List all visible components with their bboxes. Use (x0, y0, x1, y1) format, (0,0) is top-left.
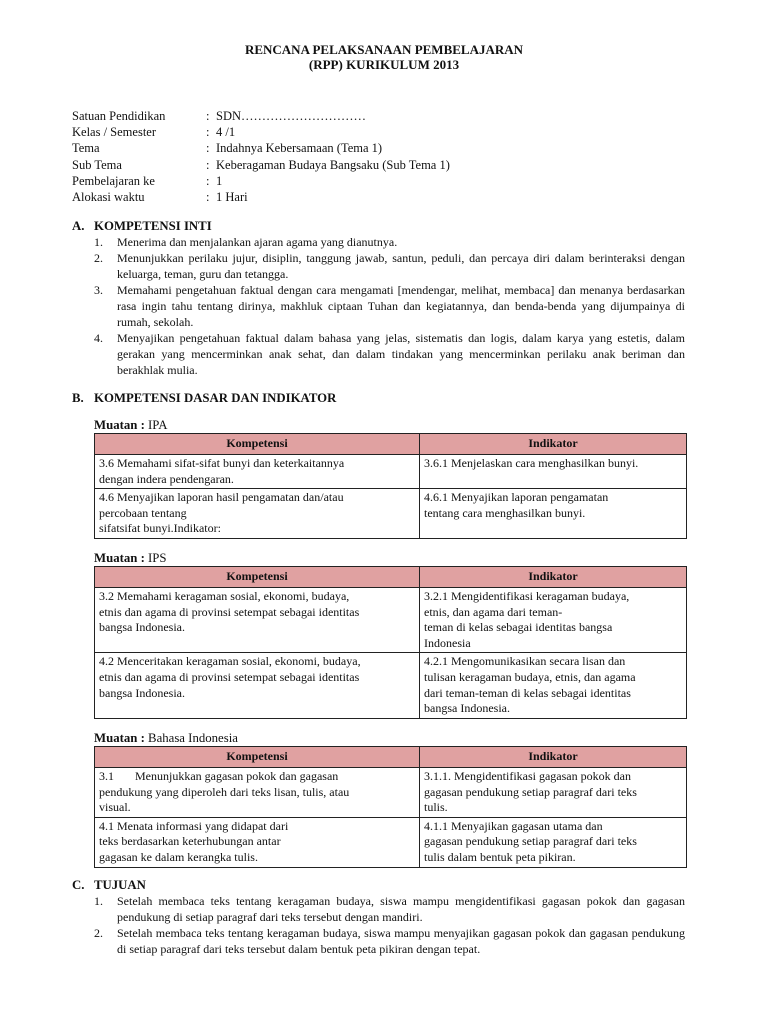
list-text: Memahami pengetahuan faktual dengan cara mengamati [mendengar, melihat, membaca] dan menanya berdasarkan rasa ingin tahu tentang dirinya, makhluk ciptaan Tuhan dan kegiatannya, dan benda-benda yang dijumpainya di rumah, sekolah. (117, 283, 685, 329)
cell-line: 3.2.1 Mengidentifikasi keragaman budaya, (424, 589, 630, 603)
cell-line: dengan indera pendengaran. (99, 471, 234, 486)
list-text: Menunjukkan perilaku jujur, disiplin, tanggung jawab, santun, peduli, dan percaya diri dalam berinteraksi dengan keluarga, teman, guru dan tetangga. (117, 251, 685, 281)
identity-label: Sub Tema (72, 157, 122, 172)
identity-label: Pembelajaran ke (72, 173, 155, 188)
cell-line: etnis dan agama di provinsi setempat sebagai identitas (99, 604, 360, 619)
identity-label: Kelas / Semester (72, 125, 157, 140)
cell-line: bangsa Indonesia. (424, 701, 510, 716)
kompetensi-cell (95, 489, 420, 539)
table-row (95, 489, 687, 539)
cell-line: gagasan ke dalam kerangka tulis. (99, 849, 258, 864)
kompetensi-cell (95, 653, 420, 718)
section-title: KOMPETENSI DASAR DAN INDIKATOR (94, 391, 337, 405)
identity-label: Tema (72, 141, 100, 156)
muatan-subject: Bahasa Indonesia (148, 731, 238, 745)
header-kompetensi: Kompetensi (95, 567, 420, 588)
identity-value: 1 Hari (216, 190, 248, 205)
muatan-bindo-label (94, 731, 238, 746)
list-number: 3. (94, 283, 103, 297)
cell-line: bangsa Indonesia. (99, 620, 185, 635)
title-line-2: (RPP) KURIKULUM 2013 (308, 57, 460, 72)
list-text: Menerima dan menjalankan ajaran agama yang dianutnya. (117, 235, 398, 249)
kompetensi-cell (95, 817, 420, 867)
identity-row (72, 189, 450, 205)
list-item (94, 925, 685, 957)
cell-line: etnis, dan agama dari teman- (424, 604, 563, 619)
section-letter: A. (72, 219, 85, 233)
cell-line: etnis dan agama di provinsi setempat sebagai identitas (99, 669, 360, 684)
cell-line: visual. (99, 800, 131, 815)
section-a-heading (72, 219, 212, 234)
muatan-subject: IPS (148, 551, 167, 565)
document-title (0, 42, 768, 72)
identity-row (72, 140, 450, 156)
muatan-ips-label (94, 551, 167, 566)
identity-colon: : (206, 109, 210, 123)
list-item (94, 893, 685, 925)
header-indikator: Indikator (420, 747, 687, 768)
identity-table (72, 108, 450, 205)
cell-line: 4.1.1 Menyajikan gagasan utama dan (424, 818, 603, 833)
muatan-prefix: Muatan : (94, 731, 149, 745)
cell-line: bangsa Indonesia. (99, 685, 185, 700)
cell-line: teks berdasarkan keterhubungan antar (99, 834, 281, 849)
identity-colon: : (206, 173, 210, 188)
cell-line: teman di kelas sebagai identitas bangsa (424, 620, 613, 635)
cell-line: tulis dalam bentuk peta pikiran. (424, 849, 576, 864)
cell-line: 3.6 Memahami sifat-sifat bunyi dan keterkaitannya (99, 456, 345, 470)
title-line-1: RENCANA PELAKSANAAN PEMBELAJARAN (244, 42, 524, 57)
muatan-subject: IPA (148, 418, 168, 432)
ips-table (94, 566, 687, 719)
kompetensi-cell (95, 768, 420, 818)
cell-line: 4.6 Menyajikan laporan hasil pengamatan dan/atau (99, 490, 344, 505)
section-b-heading (72, 391, 336, 406)
cell-line: 3.2 Memahami keragaman sosial, ekonomi, budaya, (99, 589, 350, 603)
header-kompetensi: Kompetensi (95, 434, 420, 455)
kompetensi-cell (95, 588, 420, 653)
header-kompetensi: Kompetensi (95, 747, 420, 768)
list-number: 1. (94, 235, 103, 249)
muatan-prefix: Muatan : (94, 551, 149, 565)
list-text: Menyajikan pengetahuan faktual dalam bahasa yang jelas, sistematis dan logis, dalam karya yang estetis, dalam gerakan yang mencerminkan anak sehat, dan dalam tindakan yang mencerminkan perilaku anak beriman dan berakhlak mulia. (117, 331, 685, 377)
cell-line: 4.2.1 Mengomunikasikan secara lisan dan (424, 654, 626, 669)
table-row (95, 455, 687, 489)
cell-line: 4.6.1 Menyajikan laporan pengamatan (424, 490, 609, 505)
section-title: TUJUAN (94, 878, 146, 892)
cell-line: 3.1.1. Mengidentifikasi gagasan pokok dan (424, 769, 631, 783)
list-number: 1. (94, 894, 103, 908)
cell-line: tulis. (424, 800, 448, 815)
identity-value: 4 /1 (216, 125, 236, 140)
section-c-heading (72, 878, 146, 893)
header-indikator: Indikator (420, 434, 687, 455)
muatan-ipa-label (94, 418, 167, 433)
list-item (94, 282, 685, 330)
cell-line: 3.1 Menunjukkan gagasan pokok dan gagasan (99, 769, 339, 783)
indikator-cell (420, 588, 687, 653)
identity-row (72, 157, 450, 173)
identity-colon: : (206, 125, 210, 140)
indikator-cell (420, 817, 687, 867)
list-text: Setelah membaca teks tentang keragaman budaya, siswa mampu mengidentifikasi gagasan pokok dan gagasan pendukung di setiap paragraf dari teks tersebut dengan mandiri. (117, 894, 685, 924)
section-letter: B. (72, 391, 84, 405)
cell-line: dari teman-teman di kelas sebagai identitas (424, 685, 631, 700)
identity-row (72, 124, 450, 140)
identity-label: Alokasi waktu (72, 190, 145, 205)
identity-row (72, 108, 450, 124)
list-item (94, 250, 685, 282)
list-text: Setelah membaca teks tentang keragaman budaya, siswa mampu menyajikan gagasan pokok dan gagasan pendukung di setiap paragraf dari teks tersebut dalam bentuk peta pikiran dengan tepat. (117, 926, 685, 956)
list-number: 4. (94, 331, 103, 345)
tujuan-list (94, 893, 685, 957)
list-item (94, 234, 685, 250)
cell-line: sifatsifat bunyi.Indikator: (99, 521, 221, 536)
header-indikator: Indikator (420, 567, 687, 588)
identity-value: Keberagaman Budaya Bangsaku (Sub Tema 1) (216, 157, 450, 172)
ipa-table (94, 433, 687, 539)
identity-value: Indahnya Kebersamaan (Tema 1) (216, 141, 383, 156)
cell-line: percobaan tentang (99, 505, 187, 520)
identity-value: SDN………………………… (216, 109, 367, 123)
cell-line: tentang cara menghasilkan bunyi. (424, 505, 586, 520)
table-header-row (95, 747, 687, 768)
list-item (94, 330, 685, 378)
indikator-cell (420, 768, 687, 818)
bahasa-indonesia-table (94, 746, 687, 868)
section-letter: C. (72, 878, 85, 892)
identity-colon: : (206, 190, 210, 205)
list-number: 2. (94, 926, 103, 940)
cell-line: 4.2 Menceritakan keragaman sosial, ekonomi, budaya, (99, 654, 361, 669)
identity-label: Satuan Pendidikan (72, 109, 166, 123)
cell-line: 4.1 Menata informasi yang didapat dari (99, 818, 289, 833)
section-title: KOMPETENSI INTI (94, 219, 212, 233)
identity-row (72, 173, 450, 189)
cell-line: tulisan keragaman budaya, etnis, dan agama (424, 669, 636, 684)
table-header-row (95, 434, 687, 455)
identity-colon: : (206, 141, 210, 156)
table-row (95, 768, 687, 818)
table-row (95, 817, 687, 867)
cell-line: 3.6.1 Menjelaskan cara menghasilkan bunyi. (424, 456, 639, 470)
identity-value: 1 (216, 173, 223, 188)
table-row (95, 653, 687, 718)
cell-line: pendukung yang diperoleh dari teks lisan, tulis, atau (99, 784, 350, 799)
identity-colon: : (206, 157, 210, 172)
cell-line: Indonesia (424, 635, 471, 650)
indikator-cell (420, 489, 687, 539)
indikator-cell (420, 455, 687, 489)
list-number: 2. (94, 251, 103, 265)
cell-line: gagasan pendukung setiap paragraf dari teks (424, 834, 637, 849)
kompetensi-inti-list (94, 234, 685, 378)
table-row (95, 588, 687, 653)
indikator-cell (420, 653, 687, 718)
kompetensi-cell (95, 455, 420, 489)
cell-line: gagasan pendukung setiap paragraf dari teks (424, 784, 637, 799)
table-header-row (95, 567, 687, 588)
muatan-prefix: Muatan : (94, 418, 149, 432)
